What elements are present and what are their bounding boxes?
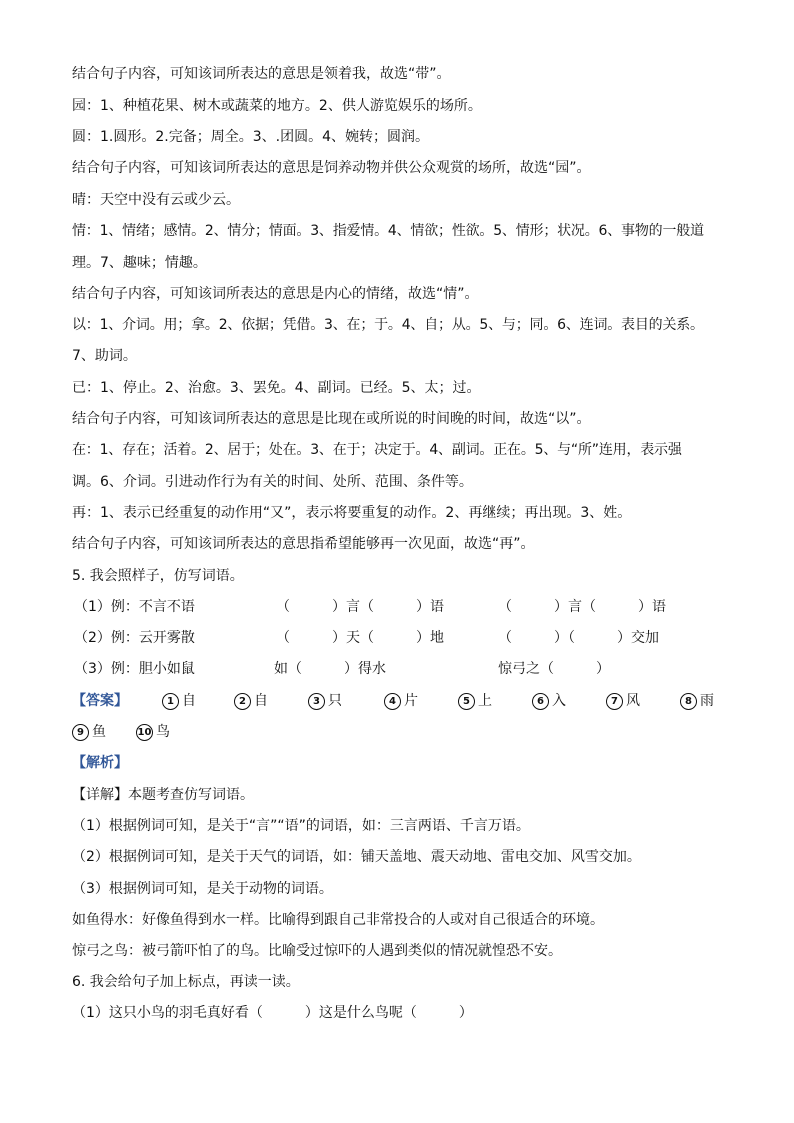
- answer-item: [532, 691, 566, 711]
- circled-number: 8: [680, 693, 697, 710]
- question-6-item-1: （1）这只小鸟的羽毛真好看（ ）这是什么鸟呢（ ）: [72, 1005, 473, 1021]
- answer-text: 鸟: [156, 724, 170, 740]
- answer-text: 上: [478, 693, 492, 709]
- text-line: 结合句子内容，可知该词所表达的意思是饲养动物并供公众观赏的场所，故选“园”。: [72, 160, 591, 176]
- text-line: 调。6、介词。引进动作行为有关的时间、处所、范围、条件等。: [72, 474, 473, 490]
- answer-text: 自: [182, 693, 196, 709]
- answer-item: [680, 691, 714, 711]
- exercise-blank-b: （ ）（ ）交加: [498, 630, 659, 646]
- text-line: 7、助词。: [72, 348, 137, 364]
- answer-text: 自: [254, 693, 268, 709]
- exercise-blank-a: 如（ ）得水: [274, 661, 386, 677]
- answer-item: [162, 691, 196, 711]
- answer-item: [606, 691, 640, 711]
- text-line: 圆：1.圆形。2.完备；周全。3、.团圆。4、婉转；圆润。: [72, 129, 429, 145]
- exercise-label: （1）例：不言不语: [74, 599, 195, 615]
- text-line: 以：1、介词。用；拿。2、依据；凭借。3、在；于。4、自；从。5、与；同。6、连词。表目的关系。: [72, 317, 704, 333]
- text-line: 晴：天空中没有云或少云。: [72, 192, 240, 208]
- answer-row: [72, 691, 732, 711]
- text-line: 结合句子内容，可知该词所表达的意思是内心的情绪，故选“情”。: [72, 286, 479, 302]
- answer-text: 片: [404, 693, 418, 709]
- circled-number: 7: [606, 693, 623, 710]
- text-line: 结合句子内容，可知该词所表达的意思指希望能够再一次见面，故选“再”。: [72, 536, 535, 552]
- explain-line: （2）根据例词可知，是关于天气的词语，如：铺天盖地、震天动地、雷电交加、风雪交加。: [72, 849, 641, 865]
- explain-line: （3）根据例词可知，是关于动物的词语。: [72, 881, 333, 897]
- circled-number: 3: [308, 693, 325, 710]
- exercise-blank-b: 惊弓之（ ）: [498, 661, 610, 677]
- text-line: 结合句子内容，可知该词所表达的意思是领着我，故选“带”。: [72, 66, 451, 82]
- question-5-title: 5. 我会照样子，仿写词语。: [72, 568, 244, 584]
- answer-text: 只: [328, 693, 342, 709]
- exercise-row-1: [72, 597, 732, 617]
- text-line: 园：1、种植花果、树木或蔬菜的地方。2、供人游览娱乐的场所。: [72, 98, 482, 114]
- exercise-label: （3）例：胆小如鼠: [74, 661, 195, 677]
- answer-item: [234, 691, 268, 711]
- circled-number: 2: [234, 693, 251, 710]
- answer-item: [458, 691, 492, 711]
- circled-number: 1: [162, 693, 179, 710]
- exercise-row-2: [72, 628, 732, 648]
- analysis-label: 【解析】: [72, 755, 128, 771]
- text-line: 再：1、表示已经重复的动作用“又”，表示将要重复的动作。2、再继续；再出现。3、姓。: [72, 505, 632, 521]
- text-line: 情：1、情绪；感情。2、情分；情面。3、指爱情。4、情欲；性欲。5、情形；状况。6、事物的一般道: [72, 223, 704, 239]
- answer-item: [384, 691, 418, 711]
- text-line: 已：1、停止。2、治愈。3、罢免。4、副词。已经。5、太；过。: [72, 380, 481, 396]
- explain-line: 如鱼得水：好像鱼得到水一样。比喻得到跟自己非常投合的人或对自己很适合的环境。: [72, 912, 604, 928]
- answer-item: [136, 722, 170, 742]
- question-6-title: 6. 我会给句子加上标点，再读一读。: [72, 974, 300, 990]
- exercise-blank-b: （ ）言（ ）语: [498, 599, 666, 615]
- circled-number: 5: [458, 693, 475, 710]
- answer-text: 风: [626, 693, 640, 709]
- detail-text: 本题考查仿写词语。: [128, 787, 254, 803]
- detail-line: [72, 785, 734, 805]
- answer-item: [308, 691, 342, 711]
- explain-line: （1）根据例词可知，是关于“言”“语”的词语，如：三言两语、千言万语。: [72, 818, 530, 834]
- explain-line: 惊弓之鸟：被弓箭吓怕了的鸟。比喻受过惊吓的人遇到类似的情况就惶恐不安。: [72, 943, 562, 959]
- answer-text: 鱼: [92, 724, 106, 740]
- answer-row-continued: [72, 722, 732, 742]
- exercise-blank-a: （ ）言（ ）语: [276, 599, 444, 615]
- text-line: 在：1、存在；活着。2、居于；处在。3、在于；决定于。4、副词。正在。5、与“所”连用，表示强: [72, 442, 682, 458]
- text-line: 理。7、趣味；情趣。: [72, 255, 207, 271]
- detail-label: 【详解】: [72, 787, 128, 803]
- answer-item: [72, 722, 106, 742]
- exercise-row-3: [72, 659, 732, 679]
- answer-label: 【答案】: [72, 693, 128, 709]
- circled-number: 10: [136, 724, 153, 741]
- exercise-blank-a: （ ）天（ ）地: [276, 630, 444, 646]
- circled-number: 4: [384, 693, 401, 710]
- exercise-label: （2）例：云开雾散: [74, 630, 195, 646]
- circled-number: 9: [72, 724, 89, 741]
- answer-text: 雨: [700, 693, 714, 709]
- answer-text: 入: [552, 693, 566, 709]
- text-line: 结合句子内容，可知该词所表达的意思是比现在或所说的时间晚的时间，故选“以”。: [72, 411, 591, 427]
- circled-number: 6: [532, 693, 549, 710]
